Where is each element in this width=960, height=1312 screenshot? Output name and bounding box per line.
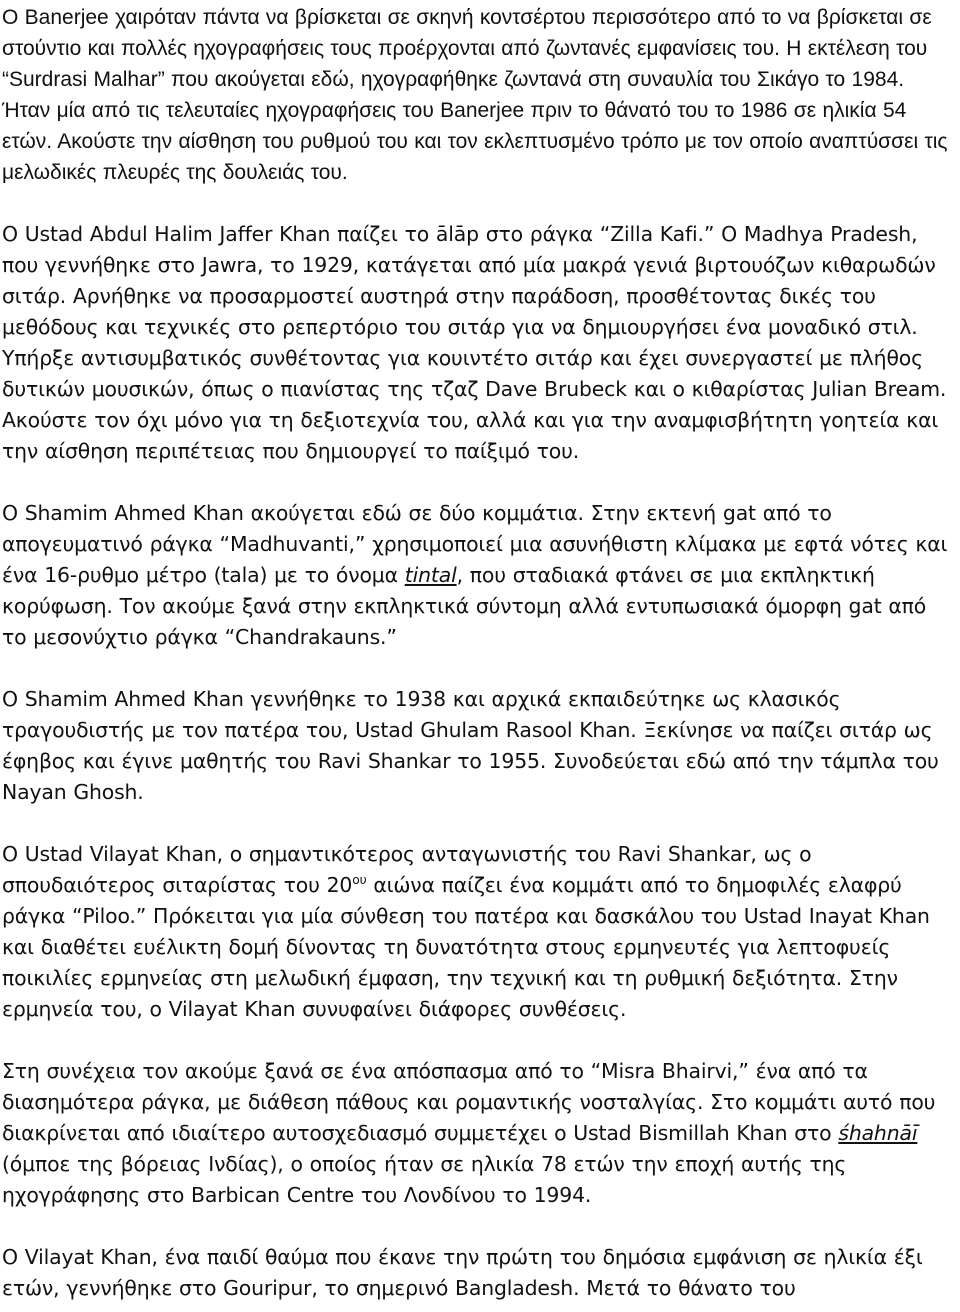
text-segment: Ο Shamim Ahmed Khan γεννήθηκε το 1938 και αρχικά εκπαιδεύτηκε ως κλασικός τραγουδιστής με τον πατέρα του, Ustad Ghulam Rasool Khan. [2,687,841,742]
text-segment: Ο Shamim Ahmed Khan ακούγεται εδώ σε δύο κομμάτια. [2,501,584,525]
text-segment: Ακούστε την αίσθηση του ρυθμού του και τον εκλεπτυσμένο τρόπο με τον οποίο αναπτύσσει τις μελωδικές πλευρές της δουλειάς του. [2,130,948,184]
paragraph-banerjee [2,2,950,188]
text-segment: Στη συνέχεια τον ακούμε ξανά σε ένα απόσπασμα από το “Misra Bhairvi,” ένα από τα διασημότερα ράγκα, με διάθεση πάθους και ρομαντικής νοσταλγίας. [2,1059,868,1114]
paragraph-shamim-ahmed-khan-tracks [2,498,950,653]
paragraph-abdul-halim-jaffer-khan [2,219,950,467]
text-segment: ” Ο Madhya Pradesh, που γεννήθηκε στο Jawra, το 1929, κατάγεται από μία μακρά γενιά βιρτουόζων κιθαρωδών σιτάρ. [2,222,936,308]
text-segment: Μετά το θάνατο του [579,1276,796,1300]
text-segment: Στην ερμηνεία του, ο Vilayat Khan συνυφαίνει διάφορες συνθέσεις. [2,966,898,1021]
text-segment: Στο κομμάτι αυτό που διακρίνεται από ιδιαίτερο αυτοσχεδιασμό συμμετέχει ο Ustad Bismillah Khan στο [2,1090,936,1145]
text-segment: Υπήρξε αντισυμβατικός συνθέτοντας για κουιντέτο σιτάρ και έχει συνεργαστεί με πλήθος δυτικών μουσικών, όπως ο πιανίστας της τζαζ Dave Brubeck και ο κιθαρίστας Julian Bream. [2,346,947,401]
text-segment: Συνοδεύεται εδώ από την τάμπλα του Nayan Ghosh. [2,749,939,804]
text-segment: Ξεκίνησε να παίζει σιτάρ ως έφηβος και έγινε μαθητής του Ravi Shankar το 1955. [2,718,933,773]
paragraph-misra-bhairvi [2,1056,950,1211]
text-segment: Αρνήθηκε να προσαρμοστεί αυστηρά στην παράδοση, προσθέτοντας δικές του μεθόδους και τεχνικές στο ρεπερτόριο του σιτάρ για να δημιουργήσει ένα μοναδικό στιλ. [2,284,918,339]
text-segment: Στην εκτενή gat από το απογευματινό ράγκα “Madhuvanti,” χρησιμοποιεί μια ασυνήθιστη κλίμακα με εφτά νότες και ένα 16-ρυθμο μέτρο (tala) με το όνομα [2,501,948,587]
text-segment: (όμποε της βόρειας Ινδίας), ο οποίος ήταν σε ηλικία 78 ετών την εποχή αυτής της ηχογράφησης στο Barbican Centre του Λονδίνου το 1994. [2,1152,847,1207]
superscript-ordinal: ου [352,873,367,888]
paragraph-vilayat-khan-piloo [2,839,950,1025]
text-segment: αιώνα παίζει ένα κομμάτι από το δημοφιλές ελαφρύ ράγκα “Piloo. [2,873,902,928]
text-segment: Τον ακούμε ξανά στην εκπληκτικά σύντομη αλλά εντυπωσιακά όμορφη gat από το μεσονύχτιο ράγκα “Chandrakauns.” [2,594,927,649]
text-segment: , που σταδιακά φτάνει σε μια εκπληκτική κορύφωση. [2,563,875,618]
text-segment: ” Πρόκειται για μία σύνθεση του πατέρα και δασκάλου του Ustad Inayat Khan και διαθέτει ευέλικτη δομή δίνοντας τη δυνατότητα στους ερμηνευτές για λεπτοφυείς ποικιλίες ερμηνείας στη μελωδική έμφαση, την τεχνική και τη ρυθμική δεξιότητα. [2,904,930,990]
paragraph-vilayat-khan-bio [2,1242,950,1304]
italic-term-shahnai: śhahnāī [838,1121,918,1145]
text-segment: Ο Banerjee χαιρόταν πάντα να βρίσκεται σε σκηνή κοντσέρτου περισσότερο από το να βρίσκεται σε στούντιο και πολλές ηχογραφήσεις τους προέρχονται από ζωντανές εμφανίσεις του. Η εκτέλεση του “Surdrasi Malhar” που ακούγεται εδώ, ηχογραφήθηκε ζωντανά στη συναυλία του Σικάγο το 1984. Ήταν μία από τις τελευταίες ηχογραφήσεις του Banerjee πριν το θάνατό του το 1986 σε ηλικία 54 ετών. [2,6,932,153]
text-segment: Ο Ustad Abdul Halim Jaffer Khan παίζει το ālāp στο ράγκα “Zilla Kafi. [2,222,704,246]
italic-term-tintal: tintal [404,563,457,587]
text-segment: Ακούστε τον όχι μόνο για τη δεξιοτεχνία του, αλλά και για την αναμφισβήτητη γοητεία και την αίσθηση περιπέτειας που δημιουργεί το παίξιμό του. [2,408,939,463]
paragraph-shamim-ahmed-khan-bio [2,684,950,808]
text-segment: Ο Ustad Vilayat Khan, ο σημαντικότερος ανταγωνιστής του Ravi Shankar, ως ο σπουδαιότερος σιταρίστας του 20 [2,842,812,897]
text-segment: Ο Vilayat Khan, ένα παιδί θαύμα που έκανε την πρώτη του δημόσια εμφάνιση σε ηλικία έξι ετών, γεννήθηκε στο Gouripur, το σημερινό Bangladesh. [2,1245,923,1300]
